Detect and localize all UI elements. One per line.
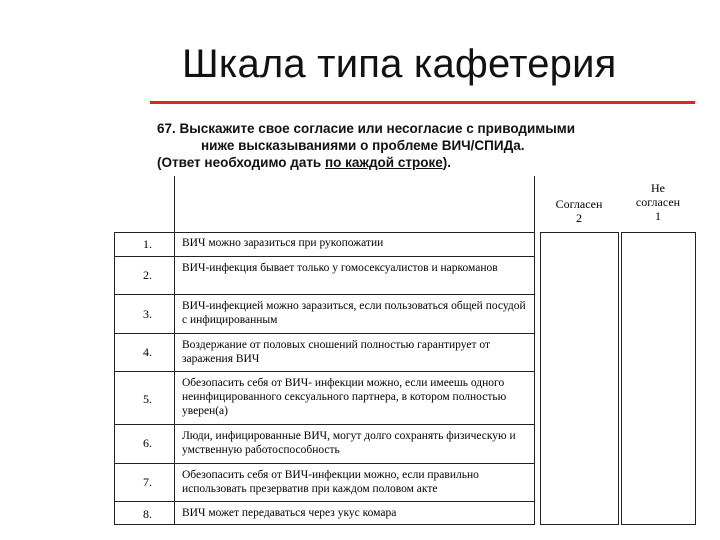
agree-column-right [618, 232, 619, 525]
row-line [114, 424, 535, 425]
row-number: 6. [143, 436, 152, 450]
agree-column-bottom [540, 524, 619, 525]
row-line [114, 501, 535, 502]
question-line-2: ниже высказываниями о проблеме ВИЧ/СПИДа. [201, 138, 525, 153]
row-statement: ВИЧ-инфекцией можно заразиться, если пользоваться общей посудой с инфицированным [182, 300, 526, 326]
row-statement: Люди, инфицированные ВИЧ, могут долго сохранять физическую и умственную работоспособность [182, 430, 516, 456]
row-line [114, 294, 535, 295]
row-number: 2. [143, 268, 152, 282]
row-line [114, 463, 535, 464]
table-divider-left [174, 176, 175, 525]
row-line [114, 333, 535, 334]
row-number: 8. [143, 507, 152, 521]
row-line [114, 524, 535, 525]
row-number: 1. [143, 237, 152, 251]
agree-header-code: 2 [576, 211, 582, 225]
agree-column-header [540, 197, 618, 225]
disagree-header-code: 1 [655, 209, 661, 223]
question-line-3-prefix: (Ответ необходимо дать [157, 155, 325, 170]
disagree-column-left [621, 232, 622, 525]
row-number: 3. [143, 307, 152, 321]
agree-header-label: Согласен [555, 197, 603, 211]
disagree-column-top [621, 232, 696, 233]
slide-title: Шкала типа кафетерия [182, 42, 617, 86]
row-number: 4. [143, 345, 152, 359]
row-statement: Обезопасить себя от ВИЧ-инфекции можно, если правильно использовать презерватив при каждом половом акте [182, 469, 479, 495]
disagree-column-header [621, 181, 695, 223]
row-statement: ВИЧ может передаваться через укус комара [182, 507, 397, 519]
row-statement: Обезопасить себя от ВИЧ- инфекции можно, если имеешь одного неинфицированного сексуального партнера, в котором полностью уверен(а) [182, 377, 507, 417]
disagree-header-label-2: согласен [635, 195, 681, 209]
row-number: 7. [143, 475, 152, 489]
table-divider-right [534, 176, 535, 525]
row-statement: ВИЧ можно заразиться при рукопожатии [182, 237, 384, 249]
agree-column-left [540, 232, 541, 525]
agree-column-top [540, 232, 619, 233]
disagree-column-right [695, 232, 696, 525]
row-line [114, 232, 535, 233]
row-number: 5. [143, 392, 152, 406]
row-line [114, 256, 535, 257]
question-line-1: 67. Выскажите свое согласие или несогласие с приводимыми [157, 121, 576, 136]
row-statement: Воздержание от половых сношений полностью гарантирует от заражения ВИЧ [182, 339, 490, 365]
row-line [114, 371, 535, 372]
question-line-3-underlined: по каждой строке [325, 155, 443, 170]
question-line-3-suffix: ). [442, 155, 451, 170]
table-border-left [114, 232, 115, 525]
disagree-column-bottom [621, 524, 696, 525]
row-statement: ВИЧ-инфекция бывает только у гомосексуалистов и наркоманов [182, 262, 498, 274]
disagree-header-label-1: Не [651, 181, 665, 195]
